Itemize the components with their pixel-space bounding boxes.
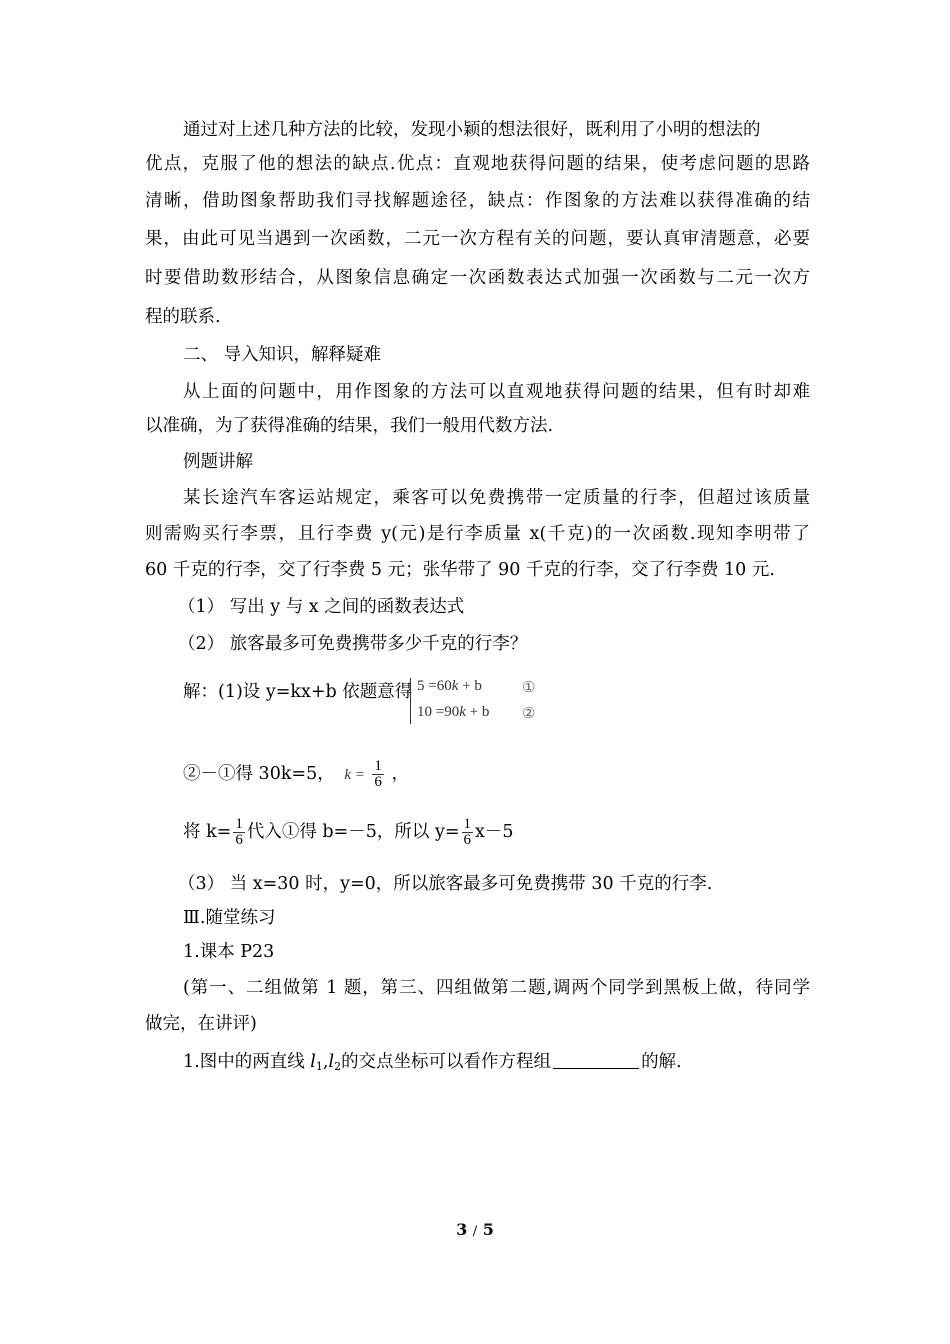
solution-step-2 (183, 814, 848, 858)
fraction-one-sixth-a (233, 817, 245, 848)
answer-blank[interactable] (553, 1050, 639, 1069)
fraction-one-sixth-b (462, 817, 474, 848)
page-number (0, 1220, 950, 1239)
paragraph-3-line-1: 某长途汽车客运站规定，乘客可以免费携带一定质量的行李，但超过该质量 (183, 488, 810, 508)
practice-note-line-1: (第一、二组做第 1 题，第三、四组做第二题,调两个同学到黑板上做，待同学 (183, 978, 810, 998)
fraction-numerator: 1 (235, 816, 243, 832)
equation-2-marker: ② (522, 704, 536, 722)
question-1: （1） 写出 y 与 x 之间的函数表达式 (178, 597, 465, 617)
step-1-end: ， (391, 764, 409, 784)
line-l2-subscript: 2 (334, 1060, 342, 1073)
fraction-numerator: 1 (374, 758, 382, 774)
equation-1-marker: ① (522, 678, 536, 696)
paragraph-1-line-4: 果，由此可见当遇到一次函数，二元一次方程有关的问题，要认真审清题意，必要 (145, 229, 810, 249)
paragraph-1-line-1: 通过对上述几种方法的比较，发现小颖的想法很好，既利用了小明的想法的 (183, 120, 761, 140)
equation-1-rhs: + b (458, 678, 482, 694)
solution-intro: 解：(1)设 y=kx+b 依题意得 (183, 682, 413, 702)
step-2-text-a: 将 k= (183, 822, 232, 842)
line-l2-letter: l (328, 1052, 335, 1072)
page-total: 5 (482, 1220, 494, 1239)
paragraph-1-line-2: 优点，克服了他的想法的缺点.优点：直观地获得问题的结果，使考虑问题的思路 (145, 154, 810, 174)
equation-1-lhs: 5 =60 (417, 678, 452, 694)
page-current: 3 (456, 1220, 468, 1239)
solution-step-3: （3） 当 x=30 时，y=0，所以旅客最多可免费携带 30 千克的行李. (178, 874, 713, 894)
paragraph-2-line-1: 从上面的问题中，用作图象的方法可以直观地获得问题的结果，但有时却难 (183, 382, 810, 402)
question-text-b: 的交点坐标可以看作方程组 (341, 1052, 552, 1072)
paragraph-3-line-2: 则需购买行李票，且行李费 y(元)是行李质量 x(千克)的一次函数.现知李明带了 (145, 524, 810, 544)
equation-2-rhs: + b (465, 704, 490, 720)
equation-1-var-k: k (451, 678, 459, 694)
paragraph-1-line-3: 清晰，借助图象帮助我们寻找解题途径，缺点：作图象的方法难以获得准确的结 (145, 191, 810, 211)
practice-title: Ⅲ.随堂练习 (183, 908, 276, 928)
solution-step-1 (183, 756, 848, 800)
paragraph-1-line-6: 程的联系. (145, 307, 221, 327)
question-text-c: 的解. (641, 1052, 682, 1072)
question-2: （2） 旅客最多可免费携带多少千克的行李？ (178, 634, 528, 654)
equation-2-lhs: 10 =90 (417, 704, 460, 720)
page-separator: / (472, 1224, 478, 1239)
section-heading-2: 二、 导入知识，解释疑难 (183, 345, 382, 365)
paragraph-2-line-2: 以准确，为了获得准确的结果，我们一般用代数方法. (145, 416, 554, 436)
step-2-text-c: x－5 (475, 822, 514, 842)
paragraph-1-line-5: 时要借助数形结合，从图象信息确定一次函数表达式加强一次函数与二元一次方 (145, 268, 810, 288)
line-l1-subscript: 1 (315, 1060, 323, 1073)
fraction-denominator: 6 (463, 832, 472, 848)
question-text-a: 1.图中的两直线 (183, 1052, 311, 1072)
practice-question-1 (183, 1050, 810, 1079)
fraction-numerator: 1 (463, 816, 472, 832)
line-separator: , (322, 1052, 329, 1072)
paragraph-3-line-3: 60 千克的行李，交了行李费 5 元；张华带了 90 千克的行李，交了行李费 10 元. (145, 560, 775, 580)
k-equals: k = (344, 767, 365, 783)
step-2-text-b: 代入①得 b=－5，所以 y= (246, 822, 460, 842)
equation-2 (417, 704, 489, 721)
equation-2-var-k: k (459, 704, 466, 720)
equation-1 (417, 678, 482, 695)
fraction-denominator: 6 (235, 832, 243, 848)
line-l1-letter: l (310, 1052, 316, 1072)
step-1-text: ②－①得 30k=5， (183, 764, 335, 784)
fraction-denominator: 6 (374, 774, 382, 790)
equation-brace (410, 678, 411, 724)
practice-item-1: 1.课本 P23 (183, 942, 275, 962)
practice-note-line-2: 做完，在讲评) (145, 1014, 257, 1034)
example-title: 例题讲解 (183, 452, 253, 472)
fraction-one-sixth (372, 759, 384, 790)
